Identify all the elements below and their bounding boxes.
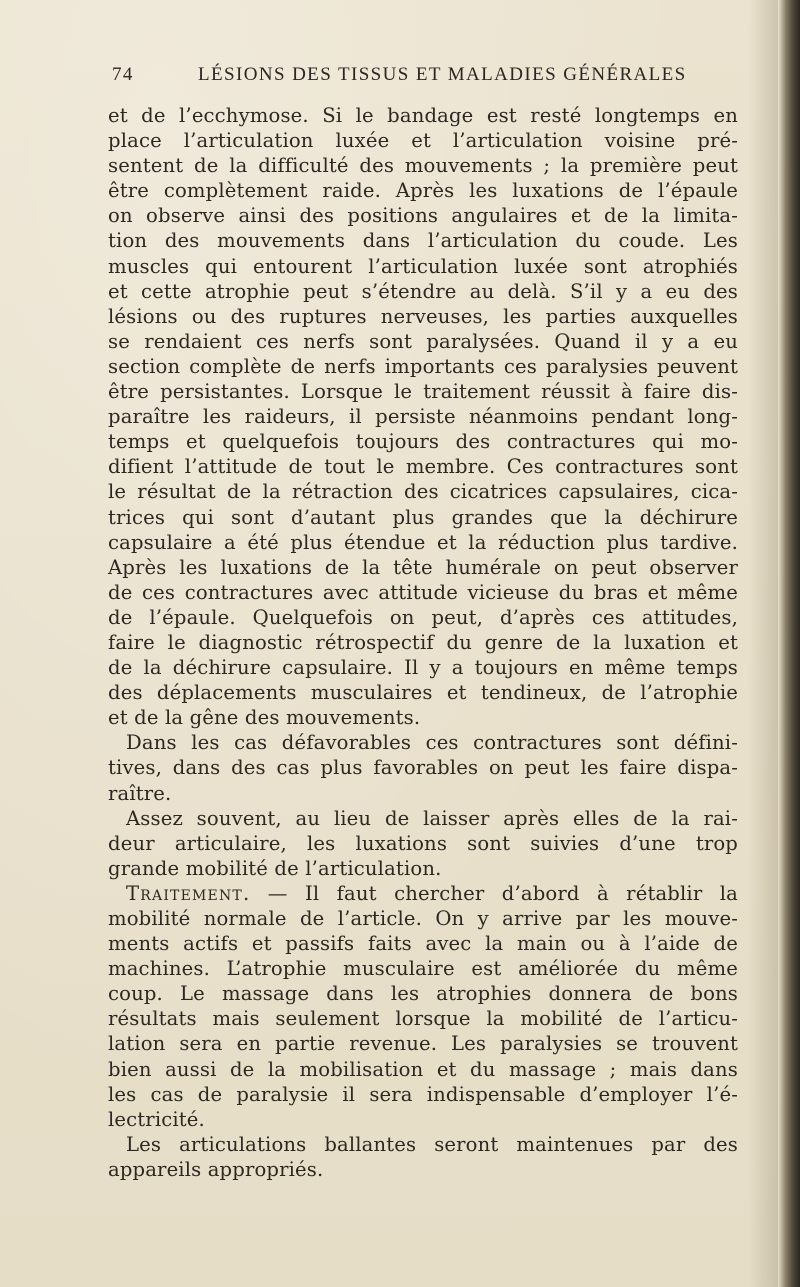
text-line: faire le diagnostic rétrospectif du genre de la luxation et	[108, 630, 738, 654]
text-line: Dans les cas défavorables ces contractures sont défini-	[126, 731, 738, 755]
text-line: lation sera en partie revenue. Les paralysies se trouvent	[108, 1032, 738, 1056]
text-line: et de l’ecchymose. Si le bandage est resté longtemps en	[108, 104, 738, 127]
text-line: des déplacements musculaires et tendineux, de l’atrophie	[108, 681, 738, 705]
text-line: les cas de paralysie il sera indispensable d’employer l’é-	[108, 1082, 738, 1106]
text-line: temps et quelquefois toujours des contractures qui mo-	[108, 430, 738, 454]
text-line: et de la gêne des mouvements.	[108, 706, 421, 730]
text-line: raître.	[108, 781, 172, 805]
text-line: ments actifs et passifs faits avec la main ou à l’aide de	[108, 932, 738, 956]
text-line: grande mobilité de l’articulation.	[108, 856, 442, 880]
text-line: de la déchirure capsulaire. Il y a toujours en même temps	[108, 656, 738, 680]
binding-edge	[778, 0, 800, 1287]
text-line: Assez souvent, au lieu de laisser après elles de la rai-	[126, 806, 738, 830]
text-line: lésions ou des ruptures nerveuses, les parties auxquelles	[108, 304, 738, 328]
text-line: être complètement raide. Après les luxations de l’épaule	[108, 179, 738, 203]
text-line: on observe ainsi des positions angulaires et de la limita-	[108, 204, 738, 228]
text-line: appareils appropriés.	[108, 1157, 324, 1181]
section-label-traitement: Traitement.	[126, 881, 251, 905]
text-line: tives, dans des cas plus favorables on peut les faire dispa-	[108, 756, 738, 780]
text-line: lectricité.	[108, 1107, 205, 1131]
text-line: mobilité normale de l’article. On y arrive par les mouve-	[108, 907, 738, 930]
running-header	[112, 60, 712, 94]
text-line: place l’articulation luxée et l’articulation voisine pré-	[108, 129, 738, 153]
text-line: être persistantes. Lorsque le traitement réussit à faire dis-	[108, 380, 738, 404]
text-line: le résultat de la rétraction des cicatrices capsulaires, cica-	[108, 480, 738, 504]
page-number: 74	[112, 64, 134, 85]
text-line: se rendaient ces nerfs sont paralysées. Quand il y a eu	[108, 329, 738, 353]
text-line: coup. Le massage dans les atrophies donnera de bons	[108, 982, 738, 1006]
text-line: trices qui sont d’autant plus grandes que la déchirure	[108, 505, 738, 529]
traitement-line	[108, 881, 738, 906]
text-line: section complète de nerfs importants ces paralysies peuvent	[108, 354, 738, 378]
text-line: tion des mouvements dans l’articulation du coude. Les	[108, 229, 738, 253]
text-line: machines. L’atrophie musculaire est améliorée du même	[108, 957, 738, 981]
text-line: deur articulaire, les luxations sont suivies d’une trop	[108, 831, 738, 855]
text-line: paraître les raideurs, il persiste néanmoins pendant long-	[108, 405, 738, 429]
text-line: capsulaire a été plus étendue et la réduction plus tardive.	[108, 530, 738, 554]
text-line: Après les luxations de la tête humérale on peut observer	[108, 555, 738, 579]
text-line: difient l’attitude de tout le membre. Ces contractures sont	[108, 455, 738, 479]
text-line: sentent de la difficulté des mouvements ; la première peut	[108, 154, 738, 178]
running-title: LÉSIONS DES TISSUS ET MALADIES GÉNÉRALES	[198, 64, 687, 85]
text-line: de l’épaule. Quelquefois on peut, d’après ces attitudes,	[108, 605, 738, 629]
text-line: bien aussi de la mobilisation et du massage ; mais dans	[108, 1057, 738, 1081]
traitement-line-text: — Il faut chercher d’abord à rétablir la	[267, 881, 738, 905]
text-line: Les articulations ballantes seront maintenues par des	[126, 1132, 738, 1156]
text-line: et cette atrophie peut s’étendre au delà. S’il y a eu des	[108, 279, 738, 303]
binding-shadow	[748, 0, 778, 1287]
text-line: muscles qui entourent l’articulation luxée sont atrophiés	[108, 254, 738, 278]
text-line: de ces contractures avec attitude vicieuse du bras et même	[108, 580, 738, 604]
text-line: résultats mais seulement lorsque la mobilité de l’articu-	[108, 1007, 738, 1031]
body-text	[108, 103, 738, 1182]
